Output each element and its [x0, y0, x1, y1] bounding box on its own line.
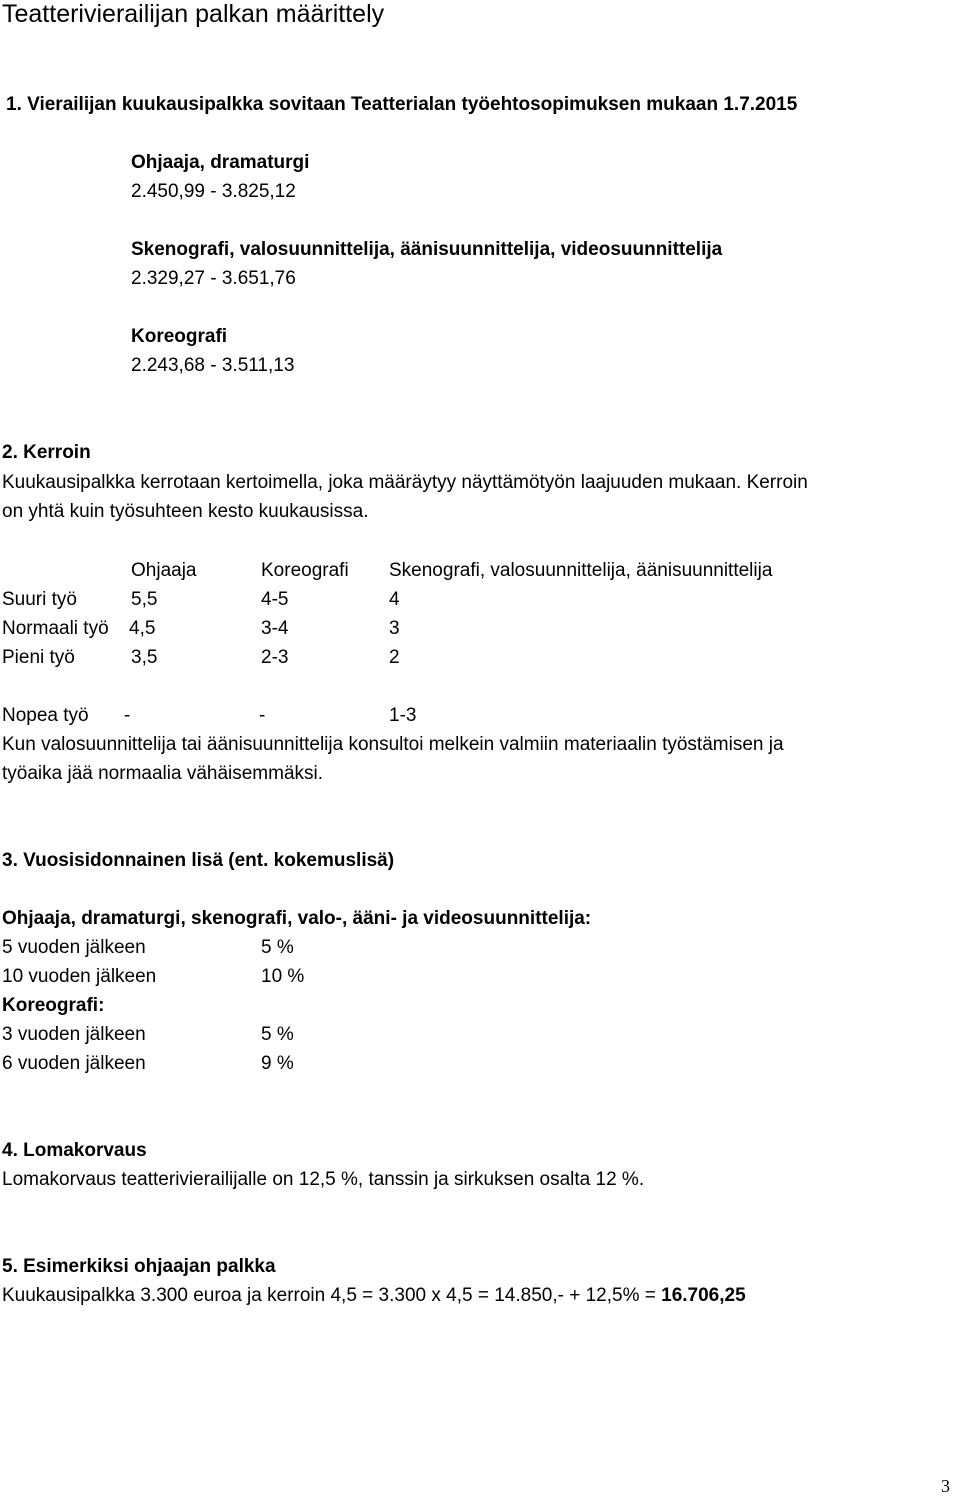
table-header: Skenografi, valosuunnittelija, äänisuunnittelija: [389, 560, 773, 581]
page-title: Teatterivierailijan palkan määrittely: [2, 0, 385, 28]
bonus-value: 10 %: [261, 966, 305, 987]
example-calculation: Kuukausipalkka 3.300 euroa ja kerroin 4,5 = 3.300 x 4,5 = 14.850,- + 12,5% =: [2, 1285, 662, 1306]
section1-heading: 1. Vierailijan kuukausipalkka sovitaan Teatterialan työehtosopimuksen mukaan 1.7.2015: [6, 94, 798, 115]
section4-heading: 4. Lomakorvaus: [2, 1140, 147, 1161]
table-row-label: Suuri työ: [2, 589, 77, 610]
table-row-label: Pieni työ: [2, 647, 75, 668]
table-cell: 2-3: [261, 647, 289, 668]
group-label: Koreografi:: [2, 995, 105, 1016]
section2-text: Kuukausipalkka kerrotaan kertoimella, joka määräytyy näyttämötyön laajuuden mukaan. Kerroin: [2, 472, 808, 493]
note-text: Kun valosuunnittelija tai äänisuunnittelija konsultoi melkein valmiin materiaalin työstämisen ja: [2, 734, 784, 755]
table-cell: -: [259, 705, 266, 726]
bonus-label: 3 vuoden jälkeen: [2, 1024, 146, 1045]
table-cell: 4: [389, 589, 400, 610]
role-range: 2.329,27 - 3.651,76: [131, 268, 296, 289]
table-cell: 1-3: [389, 705, 417, 726]
section5-heading: 5. Esimerkiksi ohjaajan palkka: [2, 1256, 276, 1277]
table-cell: -: [124, 705, 131, 726]
bonus-label: 6 vuoden jälkeen: [2, 1053, 146, 1074]
table-cell: 4-5: [261, 589, 289, 610]
section2-heading: 2. Kerroin: [2, 442, 91, 463]
bonus-value: 5 %: [261, 937, 294, 958]
bonus-value: 5 %: [261, 1024, 294, 1045]
role-name: Ohjaaja, dramaturgi: [131, 152, 310, 173]
table-cell: 3: [389, 618, 400, 639]
table-cell: 4,5: [129, 618, 156, 639]
section2-text: on yhtä kuin työsuhteen kesto kuukausissa.: [2, 501, 369, 522]
role-range: 2.450,99 - 3.825,12: [131, 181, 296, 202]
page-number: 3: [941, 1476, 950, 1496]
bonus-label: 10 vuoden jälkeen: [2, 966, 157, 987]
section5-text: [2, 1285, 746, 1307]
table-cell: 2: [389, 647, 400, 668]
table-header: Koreografi: [261, 560, 349, 581]
table-row-label: Normaali työ: [2, 618, 109, 639]
group-label: Ohjaaja, dramaturgi, skenografi, valo-, ääni- ja videosuunnittelija:: [2, 908, 592, 929]
table-header: Ohjaaja: [131, 560, 197, 581]
note-text: työaika jää normaalia vähäisemmäksi.: [2, 763, 324, 784]
section4-text: Lomakorvaus teatterivierailijalle on 12,5 %, tanssin ja sirkuksen osalta 12 %.: [2, 1169, 645, 1190]
table-cell: 3-4: [261, 618, 289, 639]
table-cell: 5,5: [131, 589, 158, 610]
role-name: Koreografi: [131, 326, 228, 347]
table-row-label: Nopea työ: [2, 705, 89, 726]
section3-heading: 3. Vuosisidonnainen lisä (ent. kokemuslisä): [2, 850, 395, 871]
table-cell: 3,5: [131, 647, 158, 668]
example-result: 16.706,25: [661, 1285, 746, 1306]
role-name: Skenografi, valosuunnittelija, äänisuunnittelija, videosuunnittelija: [131, 239, 723, 260]
bonus-label: 5 vuoden jälkeen: [2, 937, 146, 958]
bonus-value: 9 %: [261, 1053, 294, 1074]
role-range: 2.243,68 - 3.511,13: [131, 355, 295, 376]
